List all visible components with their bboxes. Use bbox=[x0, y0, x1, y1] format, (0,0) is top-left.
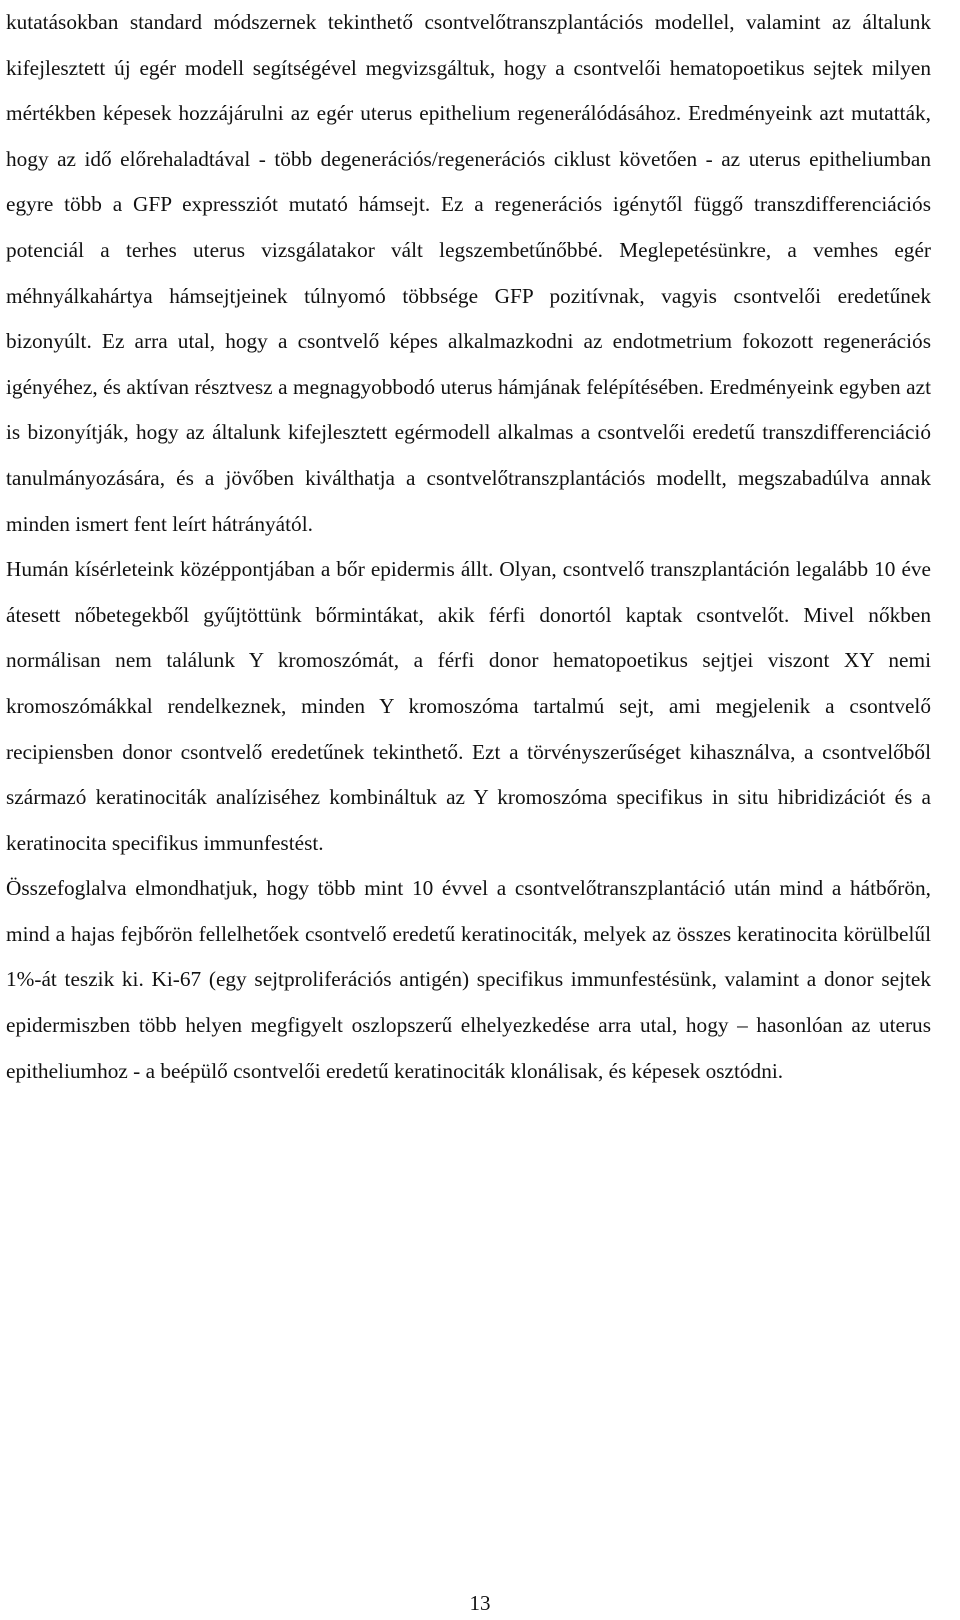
page-number: 13 bbox=[469, 1591, 491, 1615]
paragraph-uterus-regeneration: kutatásokban standard módszernek tekinthető csontvelőtranszplantációs modellel, valamint az általunk kifejlesztett új egér modell segítségével megvizsgáltuk, hogy a csontvelői hematopoetikus sejtek milyen mértékben képesek hozzájárulni az egér uterus epithelium regenerálódásához. Eredményeink azt mutatták, hogy az idő előrehaladtával - több degenerációs/regenerációs ciklust követően - az uterus epitheliumban egyre több a GFP expressziót mutató hámsejt. Ez a regenerációs igénytől függő transzdifferenciációs potenciál a terhes uterus vizsgálatakor vált legszembetűnőbbé. Meglepetésünkre, a vemhes egér méhnyálkahártya hámsejtjeinek túlnyomó többsége GFP pozitívnak, vagyis csontvelői eredetűnek bizonyúlt. Ez arra utal, hogy a csontvelő képes alkalmazkodni az endotmetrium fokozott regenerációs igényéhez, és aktívan résztvesz a megnagyobbodó uterus hámjának felépítésében. Eredményeink egyben azt is bizonyítják, hogy az általunk kifejlesztett egérmodell alkalmas a csontvelői eredetű transzdifferenciáció tanulmányozására, és a jövőben kiválthatja a csontvelőtranszplantációs modellt, megszabadúlva annak minden ismert fent leírt hátrányától. bbox=[6, 10, 931, 536]
paragraph-human-skin-experiments: Humán kísérleteink középpontjában a bőr epidermis állt. Olyan, csontvelő transzplantáción legalább 10 éve átesett nőbetegekből gyűjtöttünk bőrmintákat, akik férfi donortól kaptak csontvelőt. Mivel nőkben normálisan nem találunk Y kromoszómát, a férfi donor hematopoetikus sejtjei viszont XY nemi kromoszómákkal rendelkeznek, minden Y kromoszóma tartalmú sejt, ami megjelenik a csontvelő recipiensben donor csontvelő eredetűnek tekinthető. Ezt a törvényszerűséget kihasználva, a csontvelőből származó keratinociták analíziséhez kombináltuk az Y kromoszóma specifikus in situ hibridizációt és a keratinocita specifikus immunfestést. bbox=[6, 557, 931, 855]
paragraph-summary: Összefoglalva elmondhatjuk, hogy több mint 10 évvel a csontvelőtranszplantáció után mind a hátbőrön, mind a hajas fejbőrön fellelhetőek csontvelő eredetű keratinociták, melyek az összes keratinocita körülbelűl 1%-át teszik ki. Ki-67 (egy sejtproliferációs antigén) specifikus immunfestésünk, valamint a donor sejtek epidermiszben több helyen megfigyelt oszlopszerű elhelyezkedése arra utal, hogy – hasonlóan az uterus epitheliumhoz - a beépülő csontvelői eredetű keratinociták klonálisak, és képesek osztódni. bbox=[6, 876, 931, 1083]
document-page bbox=[6, 0, 931, 1094]
